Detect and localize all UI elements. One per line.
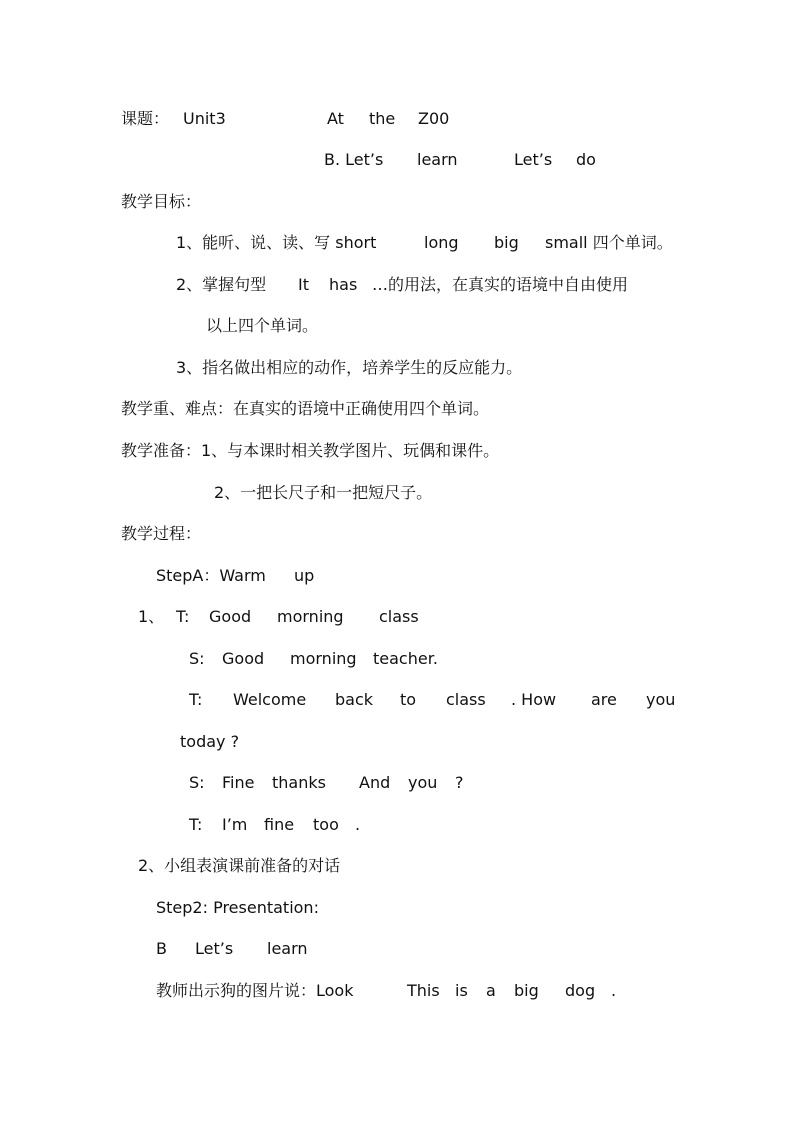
objective-1-word-long: long [424,233,459,252]
step-2: Step2: Presentation: [156,898,319,917]
subtitle-part-1: B. Let’s [324,150,384,169]
b-lets: Let’s [195,939,234,958]
dialog-3-word-3: to [400,690,417,709]
dialog-4-word-2: thanks [272,773,326,792]
b-label: B [156,939,167,958]
dialog-4-word-5: ? [455,773,464,792]
show-word-a: a [486,981,496,1000]
dialog-2-word-2: morning [290,649,357,668]
preparation-line-2: 2、一把长尺子和一把短尺子。 [214,483,433,502]
dialog-4-word-1: Fine [222,773,255,792]
dialog-5-word-4: . [355,815,361,834]
dialog-5-word-3: too [313,815,339,834]
dialog-2-speaker: S: [189,649,205,668]
show-prefix: 教师出示狗的图片说：Look [156,981,354,1000]
objectives-heading: 教学目标： [121,192,202,211]
dialog-1-word-3: class [379,607,419,626]
dialog-5-word-2: fine [264,815,295,834]
subtitle-part-3: Let’s [514,150,553,169]
dialog-3-word-6: are [591,690,617,709]
objective-2-prefix: 2、掌握句型 [176,275,267,294]
dialog-3-word-2: back [335,690,374,709]
dialog-line-3-continuation: today ? [180,732,240,751]
b-learn: learn [267,939,308,958]
dialog-2-word-3: teacher. [373,649,438,668]
dialog-3-word-1: Welcome [233,690,307,709]
objective-1-suffix: small 四个单词。 [545,233,673,252]
objective-1-word-big: big [494,233,519,252]
objective-2-word-has: has [329,275,358,294]
dialog-5-word-1: I’m [222,815,248,834]
process-item-2: 2、小组表演课前准备的对话 [138,856,341,875]
preparation-line-1: 教学准备：1、与本课时相关教学图片、玩偶和课件。 [121,441,500,460]
dialog-3-speaker: T: [189,690,203,709]
dialog-1-word-2: morning [277,607,344,626]
objective-1-prefix: 1、能听、说、读、写 short [176,233,377,252]
title-word-the: the [369,109,396,128]
objective-2-continuation: 以上四个单词。 [206,316,319,335]
dialog-4-word-4: you [408,773,438,792]
dialog-3-word-4: class [446,690,486,709]
show-word-dog: dog [565,981,596,1000]
show-period: . [611,981,617,1000]
dialog-2-word-1: Good [222,649,265,668]
dialog-3-word-7: you [646,690,676,709]
key-points: 教学重、难点：在真实的语境中正确使用四个单词。 [121,399,490,418]
title-word-at: At [327,109,344,128]
dialog-4-speaker: S: [189,773,205,792]
show-word-this: This [407,981,440,1000]
dialog-1-speaker: T: [176,607,190,626]
objective-2-word-it: It [298,275,309,294]
dialog-5-speaker: T: [189,815,203,834]
dialog-3-word-5: . How [511,690,557,709]
objective-3: 3、指名做出相应的动作，培养学生的反应能力。 [176,358,523,377]
objective-2-suffix: …的用法，在真实的语境中自由使用 [372,275,629,294]
dialog-4-word-3: And [359,773,391,792]
title-label: 课题： [121,109,170,128]
show-word-is: is [455,981,468,1000]
subtitle-part-2: learn [417,150,458,169]
show-word-big: big [514,981,539,1000]
step-a-up: up [294,566,315,585]
dialog-1-word-1: Good [209,607,252,626]
title-word-zoo: Z00 [418,109,450,128]
process-heading: 教学过程： [121,524,202,543]
step-a-label: StepA：Warm [156,566,266,585]
subtitle-part-4: do [576,150,596,169]
title-unit: Unit3 [183,109,226,128]
dialog-1-number: 1、 [138,607,165,626]
